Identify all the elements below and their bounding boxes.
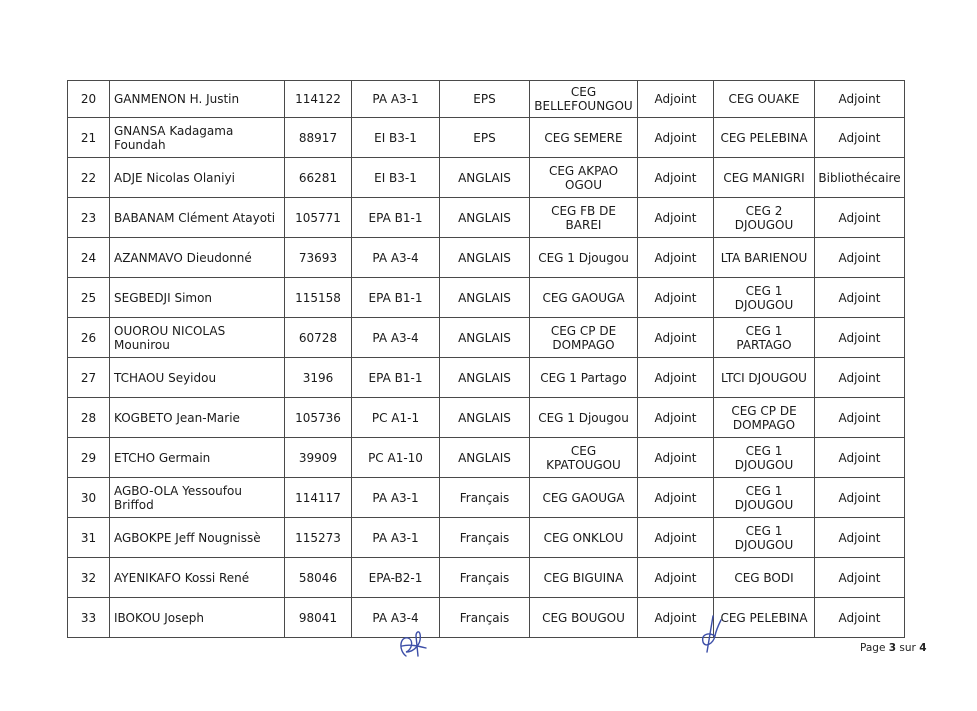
origin-school-cell: CEG 1 Djougou (530, 238, 638, 278)
origin-school-cell: CEG BELLEFOUNGOU (530, 81, 638, 118)
matricule-cell: 88917 (285, 118, 352, 158)
origin-role-cell: Adjoint (638, 278, 714, 318)
grade-cell: EPA B1-1 (352, 358, 440, 398)
discipline-cell: Français (440, 558, 530, 598)
grade-cell: PA A3-1 (352, 518, 440, 558)
teacher-name-cell: OUOROU NICOLAS Mounirou (110, 318, 285, 358)
teacher-name-cell: IBOKOU Joseph (110, 598, 285, 638)
table-row (68, 278, 905, 318)
teacher-name-cell: TCHAOU Seyidou (110, 358, 285, 398)
table-row (68, 398, 905, 438)
destination-role-cell: Adjoint (815, 478, 905, 518)
grade-cell: EI B3-1 (352, 158, 440, 198)
destination-school-cell: CEG PELEBINA (714, 598, 815, 638)
teacher-name-cell: GNANSA Kadagama Foundah (110, 118, 285, 158)
row-number-cell: 21 (68, 118, 110, 158)
destination-role-cell: Adjoint (815, 518, 905, 558)
destination-role-cell: Adjoint (815, 318, 905, 358)
origin-role-cell: Adjoint (638, 438, 714, 478)
discipline-cell: ANGLAIS (440, 158, 530, 198)
destination-school-cell: CEG MANIGRI (714, 158, 815, 198)
matricule-cell: 114117 (285, 478, 352, 518)
origin-role-cell: Adjoint (638, 478, 714, 518)
table-row (68, 358, 905, 398)
discipline-cell: EPS (440, 118, 530, 158)
destination-role-cell: Adjoint (815, 438, 905, 478)
teacher-name-cell: SEGBEDJI Simon (110, 278, 285, 318)
grade-cell: PA A3-4 (352, 598, 440, 638)
destination-role-cell: Adjoint (815, 198, 905, 238)
origin-school-cell: CEG FB DE BAREI (530, 198, 638, 238)
discipline-cell: Français (440, 478, 530, 518)
discipline-cell: ANGLAIS (440, 318, 530, 358)
matricule-cell: 66281 (285, 158, 352, 198)
table-row (68, 81, 905, 118)
initials-signature-right (695, 614, 725, 654)
destination-role-cell: Adjoint (815, 238, 905, 278)
matricule-cell: 115273 (285, 518, 352, 558)
row-number-cell: 33 (68, 598, 110, 638)
origin-role-cell: Adjoint (638, 558, 714, 598)
origin-school-cell: CEG GAOUGA (530, 278, 638, 318)
origin-school-cell: CEG CP DE DOMPAGO (530, 318, 638, 358)
table-row (68, 318, 905, 358)
row-number-cell: 25 (68, 278, 110, 318)
row-number-cell: 23 (68, 198, 110, 238)
teacher-name-cell: GANMENON H. Justin (110, 81, 285, 118)
teacher-name-cell: AGBO-OLA Yessoufou Briffod (110, 478, 285, 518)
matricule-cell: 115158 (285, 278, 352, 318)
personnel-assignment-table (67, 80, 905, 638)
table-row (68, 558, 905, 598)
matricule-cell: 58046 (285, 558, 352, 598)
teacher-name-cell: AGBOKPE Jeff Nougnissè (110, 518, 285, 558)
origin-role-cell: Adjoint (638, 238, 714, 278)
discipline-cell: ANGLAIS (440, 238, 530, 278)
origin-role-cell: Adjoint (638, 358, 714, 398)
destination-school-cell: CEG 2 DJOUGOU (714, 198, 815, 238)
table-row (68, 238, 905, 278)
teacher-name-cell: ADJE Nicolas Olaniyi (110, 158, 285, 198)
row-number-cell: 31 (68, 518, 110, 558)
row-number-cell: 30 (68, 478, 110, 518)
row-number-cell: 20 (68, 81, 110, 118)
teacher-name-cell: AYENIKAFO Kossi René (110, 558, 285, 598)
teacher-name-cell: ETCHO Germain (110, 438, 285, 478)
grade-cell: PC A1-1 (352, 398, 440, 438)
matricule-cell: 39909 (285, 438, 352, 478)
origin-school-cell: CEG AKPAO OGOU (530, 158, 638, 198)
origin-school-cell: CEG ONKLOU (530, 518, 638, 558)
teacher-name-cell: BABANAM Clément Atayoti (110, 198, 285, 238)
origin-role-cell: Adjoint (638, 81, 714, 118)
destination-role-cell: Adjoint (815, 278, 905, 318)
teacher-name-cell: AZANMAVO Dieudonné (110, 238, 285, 278)
destination-school-cell: CEG 1 DJOUGOU (714, 518, 815, 558)
table-row (68, 598, 905, 638)
row-number-cell: 28 (68, 398, 110, 438)
table-body (68, 81, 905, 638)
discipline-cell: ANGLAIS (440, 358, 530, 398)
origin-role-cell: Adjoint (638, 198, 714, 238)
table-row (68, 518, 905, 558)
discipline-cell: ANGLAIS (440, 198, 530, 238)
table-row (68, 118, 905, 158)
table-row (68, 438, 905, 478)
destination-role-cell: Adjoint (815, 398, 905, 438)
table-row (68, 158, 905, 198)
grade-cell: PA A3-1 (352, 81, 440, 118)
origin-school-cell: CEG KPATOUGOU (530, 438, 638, 478)
matricule-cell: 105736 (285, 398, 352, 438)
origin-school-cell: CEG SEMERE (530, 118, 638, 158)
matricule-cell: 105771 (285, 198, 352, 238)
row-number-cell: 22 (68, 158, 110, 198)
grade-cell: EPA B1-1 (352, 198, 440, 238)
destination-school-cell: CEG PELEBINA (714, 118, 815, 158)
destination-role-cell: Adjoint (815, 598, 905, 638)
table-row (68, 478, 905, 518)
discipline-cell: ANGLAIS (440, 278, 530, 318)
destination-school-cell: LTCI DJOUGOU (714, 358, 815, 398)
origin-role-cell: Adjoint (638, 318, 714, 358)
discipline-cell: EPS (440, 81, 530, 118)
destination-role-cell: Bibliothécaire (815, 158, 905, 198)
table-row (68, 198, 905, 238)
grade-cell: EPA B1-1 (352, 278, 440, 318)
discipline-cell: ANGLAIS (440, 398, 530, 438)
grade-cell: PA A3-1 (352, 478, 440, 518)
discipline-cell: ANGLAIS (440, 438, 530, 478)
row-number-cell: 24 (68, 238, 110, 278)
origin-role-cell: Adjoint (638, 598, 714, 638)
destination-school-cell: CEG OUAKE (714, 81, 815, 118)
destination-role-cell: Adjoint (815, 558, 905, 598)
row-number-cell: 29 (68, 438, 110, 478)
row-number-cell: 32 (68, 558, 110, 598)
destination-school-cell: CEG 1 DJOUGOU (714, 478, 815, 518)
teacher-name-cell: KOGBETO Jean-Marie (110, 398, 285, 438)
destination-school-cell: CEG BODI (714, 558, 815, 598)
destination-school-cell: CEG 1 DJOUGOU (714, 278, 815, 318)
discipline-cell: Français (440, 518, 530, 558)
origin-role-cell: Adjoint (638, 518, 714, 558)
initials-signature-left (392, 626, 432, 660)
destination-role-cell: Adjoint (815, 81, 905, 118)
origin-role-cell: Adjoint (638, 118, 714, 158)
origin-school-cell: CEG BOUGOU (530, 598, 638, 638)
row-number-cell: 27 (68, 358, 110, 398)
destination-school-cell: CEG 1 PARTAGO (714, 318, 815, 358)
matricule-cell: 114122 (285, 81, 352, 118)
origin-role-cell: Adjoint (638, 158, 714, 198)
row-number-cell: 26 (68, 318, 110, 358)
grade-cell: EPA-B2-1 (352, 558, 440, 598)
grade-cell: PC A1-10 (352, 438, 440, 478)
grade-cell: EI B3-1 (352, 118, 440, 158)
origin-school-cell: CEG BIGUINA (530, 558, 638, 598)
destination-role-cell: Adjoint (815, 118, 905, 158)
discipline-cell: Français (440, 598, 530, 638)
grade-cell: PA A3-4 (352, 318, 440, 358)
page-indicator: Page 3 sur 4 (860, 642, 927, 654)
matricule-cell: 60728 (285, 318, 352, 358)
origin-school-cell: CEG GAOUGA (530, 478, 638, 518)
destination-school-cell: CEG 1 DJOUGOU (714, 438, 815, 478)
destination-school-cell: CEG CP DE DOMPAGO (714, 398, 815, 438)
origin-school-cell: CEG 1 Partago (530, 358, 638, 398)
matricule-cell: 3196 (285, 358, 352, 398)
origin-role-cell: Adjoint (638, 398, 714, 438)
origin-school-cell: CEG 1 Djougou (530, 398, 638, 438)
destination-school-cell: LTA BARIENOU (714, 238, 815, 278)
grade-cell: PA A3-4 (352, 238, 440, 278)
matricule-cell: 73693 (285, 238, 352, 278)
matricule-cell: 98041 (285, 598, 352, 638)
destination-role-cell: Adjoint (815, 358, 905, 398)
